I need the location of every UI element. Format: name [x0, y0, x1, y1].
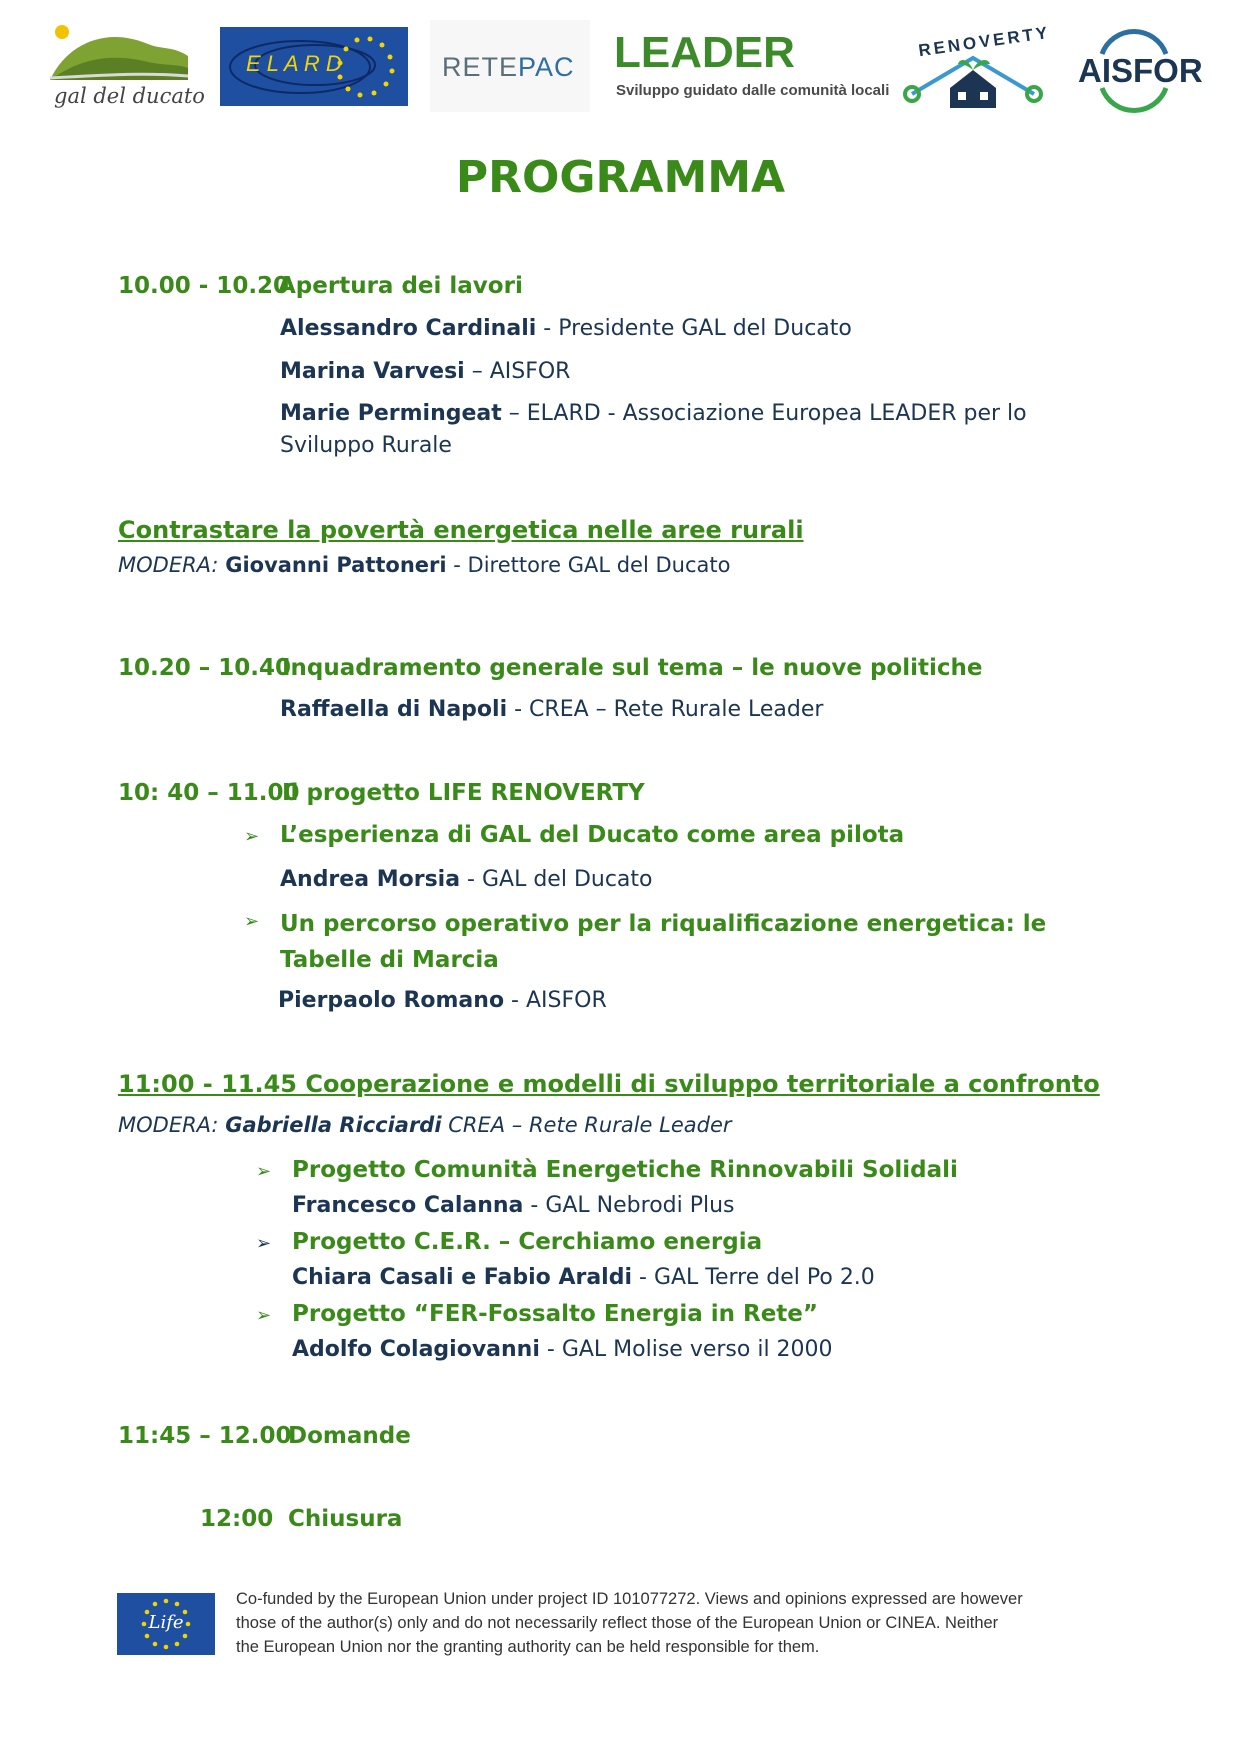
renoverty-logo — [898, 22, 1052, 110]
section-1-moderator — [118, 553, 730, 577]
project-title: Progetto Comunità Energetiche Rinnovabili Solidali — [292, 1157, 958, 1183]
item-title: L’esperienza di GAL del Ducato come area pilota — [280, 822, 905, 848]
project-title: Progetto C.E.R. – Cerchiamo energia — [292, 1229, 763, 1255]
renoverty-text: RENOVERTY — [917, 22, 1052, 61]
project-2-speaker — [292, 1262, 875, 1294]
opening-speaker-2 — [280, 356, 570, 388]
page-title: PROGRAMMA — [455, 152, 786, 203]
talk-1-title: Inquadramento generale sul tema – le nuove politiche — [282, 655, 983, 681]
speaker-role: - GAL Nebrodi Plus — [523, 1193, 735, 1218]
aisfor-text: AISFOR — [1078, 52, 1203, 89]
speaker-name: Andrea Morsia — [280, 867, 461, 892]
speaker-role: - CREA – Rete Rurale Leader — [507, 697, 824, 722]
section-2-moderator — [118, 1113, 732, 1137]
opening-speaker-1 — [280, 313, 852, 345]
speaker-name: Pierpaolo Romano — [278, 988, 505, 1013]
retepac-rete: RETE — [442, 52, 519, 82]
footer-line-1: Co-funded by the European Union under project ID 101077272. Views and opinions expressed are however — [236, 1590, 1023, 1608]
closing-title: Chiusura — [288, 1506, 403, 1532]
retepac-pac: PAC — [518, 52, 575, 82]
talk-1-time: 10.20 – 10.40 — [118, 655, 292, 681]
moderator-role: - Direttore GAL del Ducato — [446, 553, 731, 577]
project-1 — [256, 1154, 958, 1188]
talk-1-speaker — [280, 694, 823, 726]
section-2-title: 11:00 - 11.45 Cooperazione e modelli di sviluppo territoriale a confronto — [118, 1070, 1100, 1098]
speaker-role: - Presidente GAL del Ducato — [536, 316, 852, 341]
logo-bar — [0, 0, 1241, 120]
moderator-name: Giovanni Pattoneri — [225, 553, 447, 577]
speaker-name: Raffaella di Napoli — [280, 697, 508, 722]
moderator-name: Gabriella Ricciardi — [225, 1113, 442, 1137]
opening-speaker-3 — [280, 398, 1100, 462]
project-2 — [256, 1226, 762, 1260]
eu-life-logo — [117, 1593, 215, 1655]
gal-hills-icon — [48, 22, 196, 92]
elard-logo — [220, 27, 408, 106]
speaker-name: Francesco Calanna — [292, 1193, 524, 1218]
leader-logo — [614, 30, 894, 100]
questions-title: Domande — [288, 1423, 411, 1449]
footer-line-2: those of the author(s) only and do not necessarily reflect those of the European Union or CINEA. Neither — [236, 1614, 999, 1632]
footer-disclaimer — [236, 1587, 1136, 1659]
questions-time: 11:45 – 12.00 — [118, 1423, 292, 1449]
speaker-name: Chiara Casali e Fabio Araldi — [292, 1265, 633, 1290]
leader-title: LEADER — [614, 28, 795, 77]
retepac-logo — [430, 20, 590, 112]
speaker-role: - AISFOR — [504, 988, 607, 1013]
arrow-bullet-icon: ➢ — [256, 1233, 272, 1254]
aisfor-logo — [1078, 26, 1203, 116]
moderator-label: MODERA: — [118, 553, 219, 577]
arrow-bullet-icon: ➢ — [256, 1161, 272, 1182]
talk-2-item-1 — [244, 819, 904, 853]
talk-2-item-1-speaker — [280, 864, 653, 896]
arrow-bullet-icon: ➢ — [244, 911, 260, 932]
gal-logo-text: gal del ducato — [54, 84, 205, 108]
talk-2-title: Il progetto LIFE RENOVERTY — [282, 780, 645, 806]
opening-title: Apertura dei lavori — [278, 273, 523, 299]
elard-logo-text: E L A R D — [246, 51, 342, 76]
speaker-role: – AISFOR — [464, 359, 571, 384]
section-1-title: Contrastare la povertà energetica nelle aree rurali — [118, 516, 804, 544]
speaker-name: Marie Permingeat — [280, 401, 502, 426]
gal-del-ducato-logo — [48, 22, 205, 112]
arrow-bullet-icon: ➢ — [256, 1305, 272, 1326]
footer-line-3: the European Union nor the granting authority can be held responsible for them. — [236, 1638, 820, 1656]
life-logo-text: Life — [148, 1612, 184, 1633]
project-3-speaker — [292, 1334, 833, 1366]
talk-2-item-2-speaker — [278, 985, 607, 1017]
speaker-role: - GAL del Ducato — [460, 867, 653, 892]
project-1-speaker — [292, 1190, 735, 1222]
speaker-role: – ELARD - Associazione Europea LEADER per lo Sviluppo Rurale — [280, 401, 1027, 458]
speaker-name: Adolfo Colagiovanni — [292, 1337, 540, 1362]
moderator-role: CREA – Rete Rurale Leader — [441, 1113, 732, 1137]
arrow-bullet-icon: ➢ — [244, 826, 260, 847]
leader-subtitle: Sviluppo guidato dalle comunità locali — [616, 82, 890, 99]
talk-2-time: 10: 40 – 11.00 — [118, 780, 300, 806]
project-title: Progetto “FER-Fossalto Energia in Rete” — [292, 1301, 819, 1327]
speaker-name: Marina Varvesi — [280, 359, 465, 384]
opening-time: 10.00 - 10.20 — [118, 273, 290, 299]
speaker-name: Alessandro Cardinali — [280, 316, 537, 341]
closing-time: 12:00 — [200, 1506, 274, 1532]
project-3 — [256, 1298, 818, 1332]
speaker-role: - GAL Terre del Po 2.0 — [632, 1265, 875, 1290]
talk-2-item-2-title: Un percorso operativo per la riqualificazione energetica: le Tabelle di Marcia — [280, 911, 1047, 973]
speaker-role: - GAL Molise verso il 2000 — [539, 1337, 833, 1362]
moderator-label: MODERA: — [118, 1113, 219, 1137]
